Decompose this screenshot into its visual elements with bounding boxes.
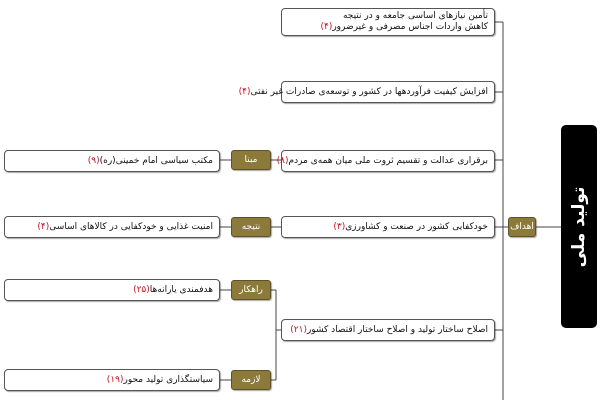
leaf-text: هدفمندی یارانه‌ها bbox=[149, 284, 213, 295]
leaf-node-subsidies[interactable] bbox=[4, 279, 220, 301]
leaf-node-food-security[interactable] bbox=[4, 216, 220, 238]
leaf-node-production-policy[interactable] bbox=[4, 369, 220, 391]
tag-rahkar[interactable] bbox=[231, 280, 271, 300]
goal-number: (۴) bbox=[320, 22, 333, 32]
tag-label: نتیجه bbox=[241, 222, 261, 232]
leaf-node-imam-school[interactable] bbox=[4, 150, 220, 172]
leaf-text: مکتب سیاسی امام خمینی bbox=[115, 155, 213, 166]
tag-lazeme[interactable] bbox=[231, 370, 271, 390]
leaf-number: (۹) bbox=[87, 155, 100, 166]
tag-natije[interactable] bbox=[231, 217, 271, 237]
goal-number: (۳) bbox=[333, 221, 346, 232]
leaf-text: سیاستگذاری تولید محور bbox=[123, 374, 213, 385]
goal-text: اصلاح ساختار تولید و اصلاح ساختار اقتصاد کشور bbox=[306, 324, 488, 335]
goal-node-self-sufficiency[interactable] bbox=[281, 216, 495, 238]
goal-text-line2: کاهش واردات اجناس مصرفی و غیرضرور bbox=[332, 22, 488, 32]
leaf-number: (۴) bbox=[37, 221, 50, 232]
main-title-banner bbox=[561, 125, 597, 328]
goal-text: افزایش کیفیت فرآوردهها در کشور و توسعه‌ی صادرات غیر نفتی bbox=[250, 86, 488, 97]
goal-text: برقراری عدالت و تقسیم ثروت ملی میان همه‌ی مردم bbox=[288, 155, 488, 166]
goal-text-line1: تأمین نیازهای اساسی جامعه و در نتیجه bbox=[342, 11, 488, 21]
goal-number: (۲۱) bbox=[290, 324, 307, 335]
hub-node-goals[interactable] bbox=[508, 217, 536, 237]
goal-node-basic-needs[interactable] bbox=[281, 8, 495, 36]
goal-node-justice[interactable] bbox=[276, 150, 495, 172]
leaf-number: (۱۹) bbox=[106, 374, 124, 385]
tag-label: مبنا bbox=[244, 155, 258, 165]
tag-label: لازمه bbox=[241, 375, 261, 385]
goal-node-structural-reform[interactable] bbox=[281, 319, 495, 341]
tag-label: راهکار bbox=[239, 285, 263, 295]
goal-text: خودکفایی کشور در صنعت و کشاورزی bbox=[345, 221, 488, 232]
main-title: تولید ملی bbox=[569, 186, 589, 267]
goal-number: (۸) bbox=[276, 155, 289, 166]
tag-mabna[interactable] bbox=[231, 150, 271, 170]
leaf-text: امنیت غذایی و خودکفایی در کالاهای اساسی bbox=[49, 221, 213, 232]
hub-label: اهداف bbox=[510, 222, 534, 232]
goal-node-quality-exports[interactable] bbox=[238, 81, 495, 103]
leaf-number: (۲۵) bbox=[133, 284, 150, 295]
goal-number: (۴) bbox=[238, 86, 251, 97]
leaf-suffix: (ره) bbox=[99, 155, 116, 166]
